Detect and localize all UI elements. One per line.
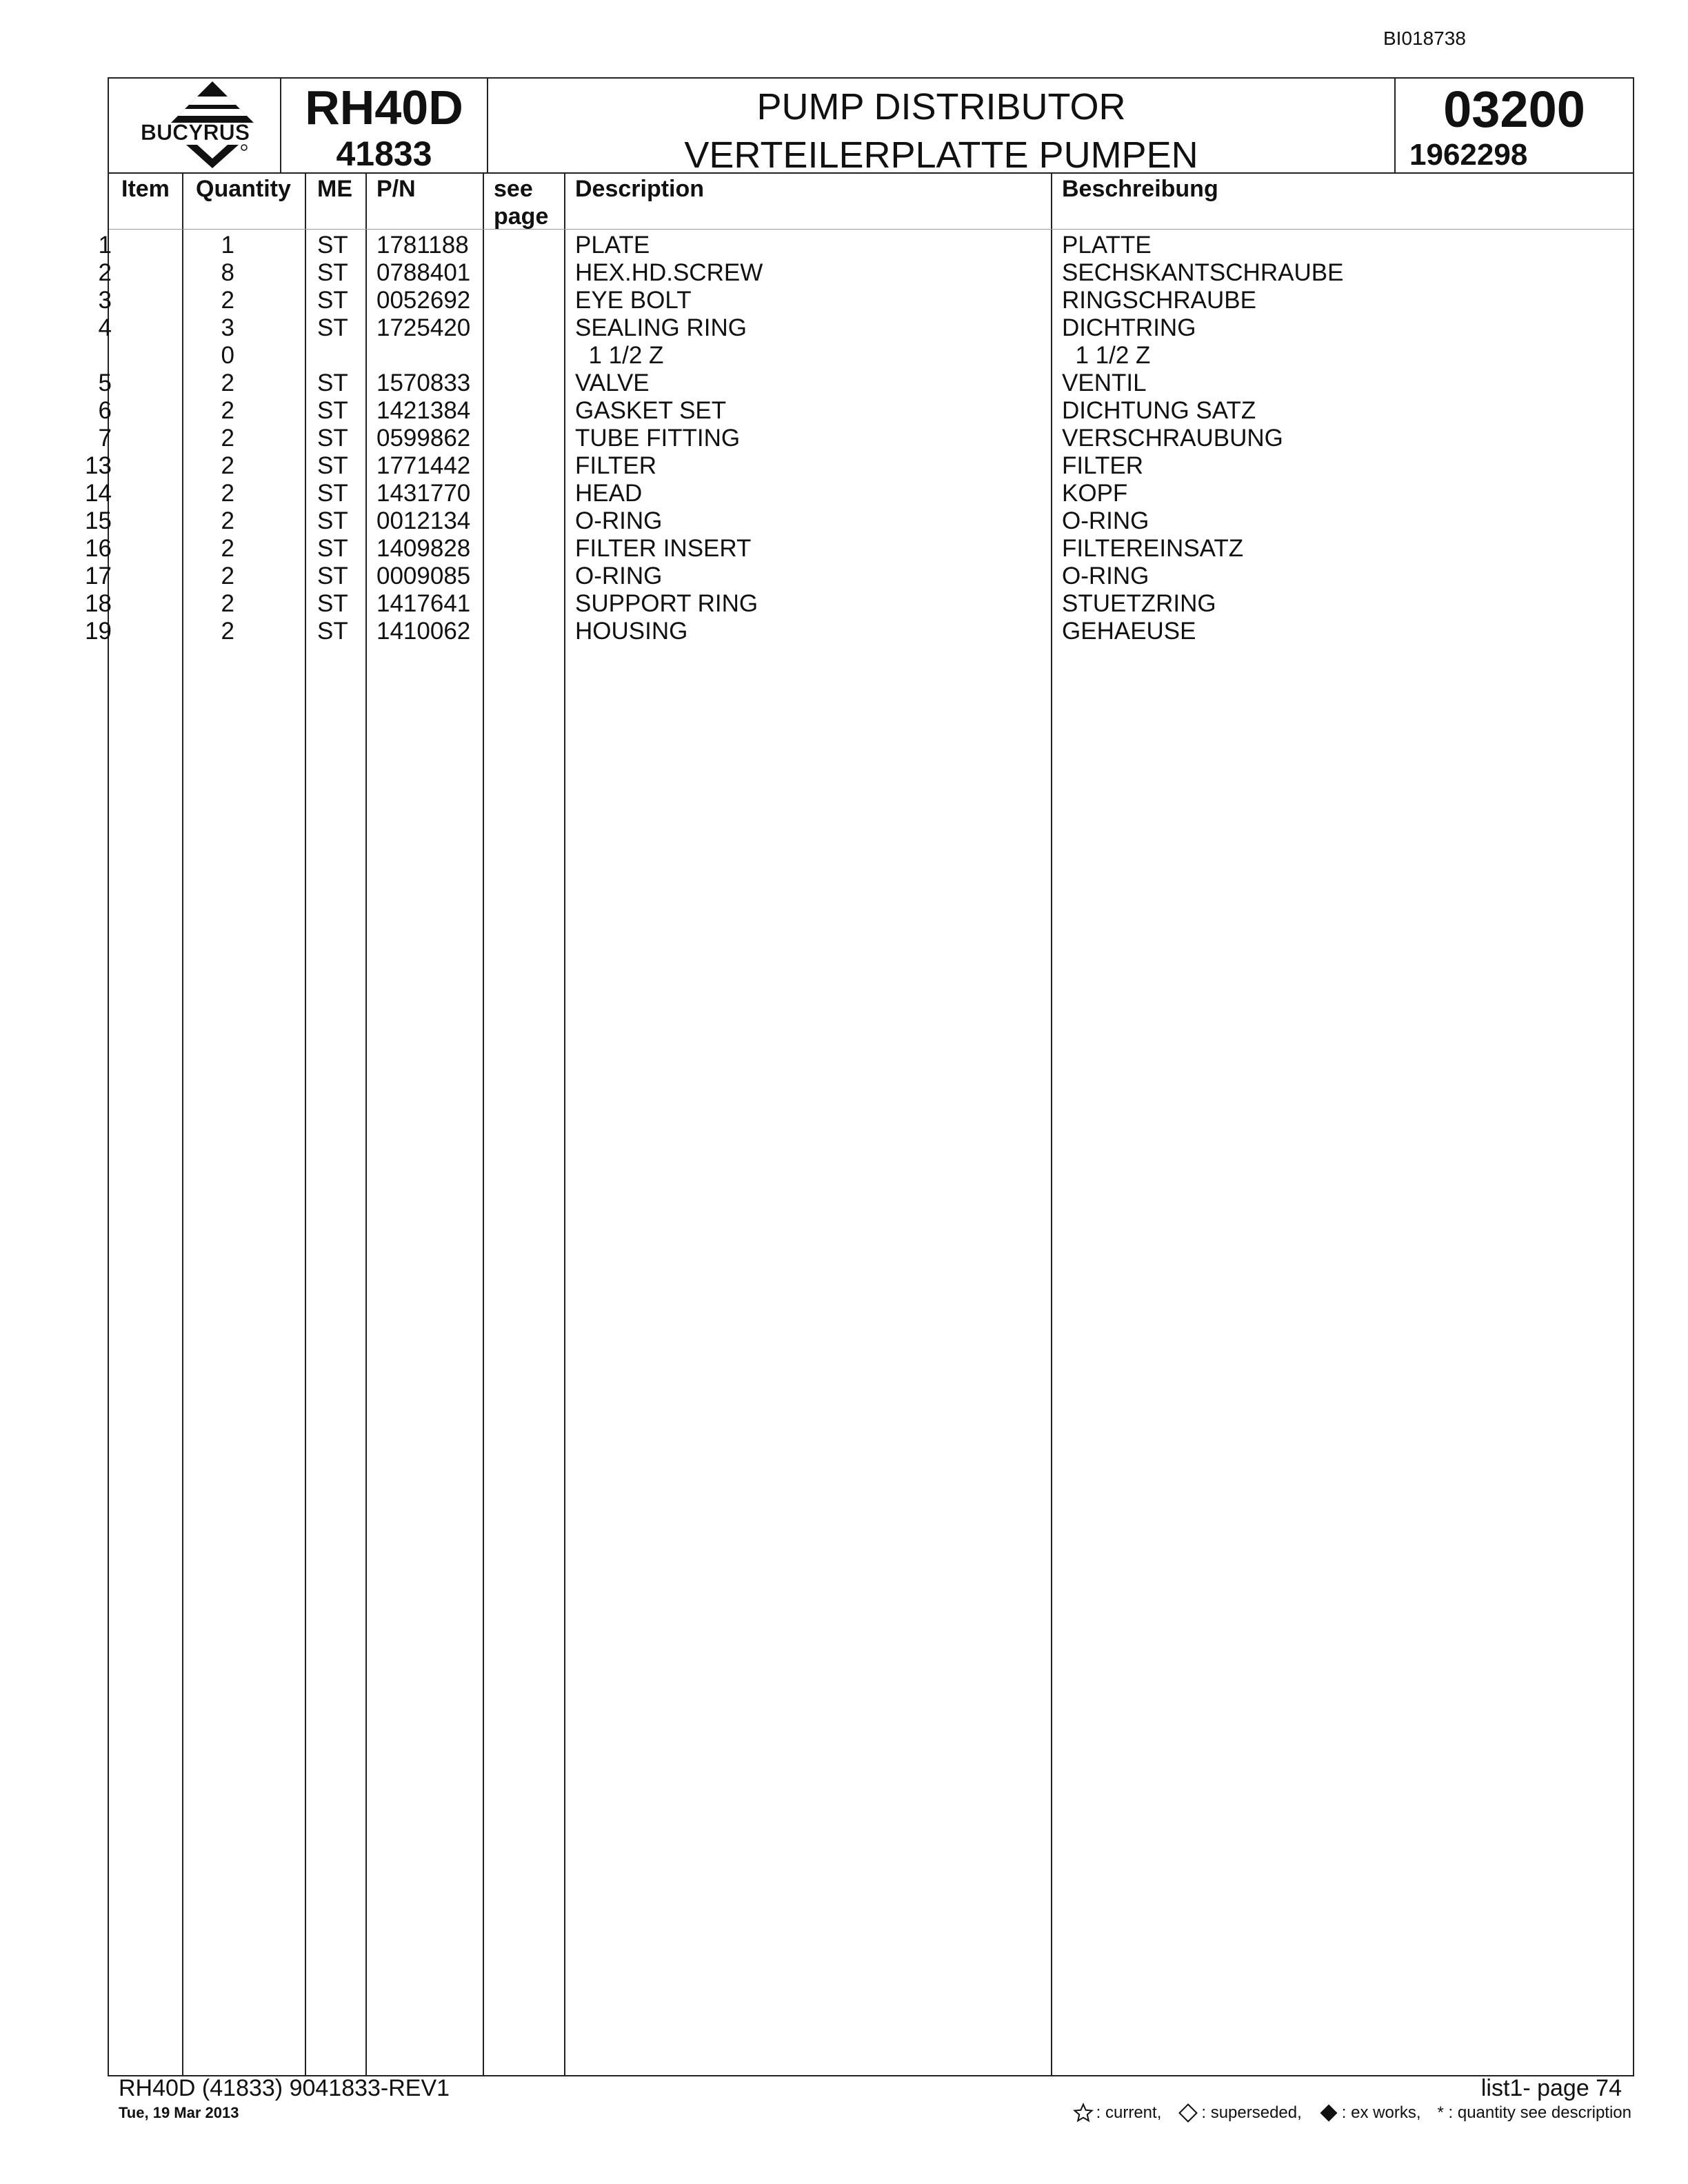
row-quantity: 2 (221, 618, 234, 645)
row-item: 5 (98, 370, 112, 396)
row-me: ST (317, 507, 348, 534)
row-beschreibung: PLATTE (1062, 232, 1152, 259)
row-item: 4 (98, 314, 112, 341)
row-beschreibung: DICHTRING (1062, 314, 1196, 341)
row-quantity: 3 (221, 314, 234, 341)
table-row (98, 397, 1633, 425)
row-me: ST (317, 452, 348, 479)
row-item: 16 (85, 535, 112, 562)
model-number: 41833 (336, 134, 432, 173)
row-quantity: 0 (221, 342, 234, 369)
row-part-number: 0012134 (376, 507, 471, 534)
row-quantity: 2 (221, 563, 234, 589)
model-cell (281, 79, 488, 172)
document-id: BI018738 (1383, 28, 1466, 49)
legend-quantity: * : quantity see description (1437, 2103, 1631, 2122)
row-part-number: 1417641 (376, 590, 471, 617)
header-me: ME (317, 176, 352, 202)
row-description: O-RING (575, 563, 663, 589)
row-part-number: 1421384 (376, 397, 471, 424)
row-quantity: 8 (221, 259, 234, 286)
table-row (85, 535, 1633, 563)
page-number: list1- page 74 (1480, 2075, 1622, 2101)
bucyrus-logo (109, 79, 281, 172)
title-english: PUMP DISTRIBUTOR (756, 86, 1126, 128)
row-beschreibung: RINGSCHRAUBE (1062, 287, 1256, 314)
title-block (108, 77, 1634, 174)
row-part-number: 1725420 (376, 314, 471, 341)
row-quantity: 2 (221, 480, 234, 507)
diamond-outline-icon (1178, 2103, 1198, 2123)
row-me: ST (317, 232, 348, 259)
header-description: Description (575, 176, 705, 202)
row-me: ST (317, 259, 348, 286)
row-quantity: 1 (221, 232, 234, 259)
row-description: HEAD (575, 480, 643, 507)
row-part-number: 0009085 (376, 563, 471, 589)
row-quantity: 2 (221, 425, 234, 452)
drawing-number: 1962298 (1409, 138, 1528, 172)
row-part-number: 1781188 (376, 232, 469, 259)
row-description: FILTER INSERT (575, 535, 752, 562)
row-me: ST (317, 535, 348, 562)
row-me: ST (317, 618, 348, 645)
row-part-number: 0788401 (376, 259, 471, 286)
row-description: GASKET SET (575, 397, 727, 424)
row-item: 2 (98, 259, 112, 286)
row-item: 18 (85, 590, 112, 617)
row-part-number: 0599862 (376, 425, 471, 452)
table-row (85, 452, 1633, 480)
row-beschreibung: O-RING (1062, 507, 1149, 534)
row-beschreibung: KOPF (1062, 480, 1128, 507)
table-row (98, 370, 1633, 397)
row-me: ST (317, 590, 348, 617)
table-row (109, 342, 1633, 370)
row-beschreibung: SECHSKANTSCHRAUBE (1062, 259, 1344, 286)
row-beschreibung: FILTEREINSATZ (1062, 535, 1244, 562)
row-item: 13 (85, 452, 112, 479)
row-part-number: 1409828 (376, 535, 471, 562)
title-german: VERTEILERPLATTE PUMPEN (684, 134, 1198, 176)
row-description: TUBE FITTING (575, 425, 741, 452)
row-beschreibung: GEHAEUSE (1062, 618, 1196, 645)
row-quantity: 2 (221, 507, 234, 534)
title-cell (488, 79, 1396, 176)
svg-text:BUCYRUS: BUCYRUS (140, 120, 250, 145)
row-description: SEALING RING (575, 314, 747, 341)
header-rule (109, 229, 1633, 230)
row-quantity: 2 (221, 287, 234, 314)
table-row (85, 590, 1633, 618)
row-quantity: 2 (221, 397, 234, 424)
document-reference: RH40D (41833) 9041833-REV1 (119, 2075, 450, 2101)
header-see-page: see page (494, 176, 549, 230)
row-item: 17 (85, 563, 112, 589)
row-me: ST (317, 287, 348, 314)
row-item: 15 (85, 507, 112, 534)
header-pn: P/N (376, 176, 416, 202)
section-code: 03200 (1443, 81, 1585, 138)
row-description: SUPPORT RING (575, 590, 758, 617)
table-row (98, 259, 1633, 287)
row-part-number: 1570833 (376, 370, 471, 396)
table-row (98, 314, 1633, 342)
star-outline-icon (1073, 2103, 1094, 2123)
row-description: PLATE (575, 232, 650, 259)
row-item: 3 (98, 287, 112, 314)
model-name: RH40D (305, 81, 463, 134)
row-description: EYE BOLT (575, 287, 692, 314)
print-date: Tue, 19 Mar 2013 (119, 2104, 239, 2121)
legend (1073, 2103, 1631, 2123)
row-part-number: 1771442 (376, 452, 471, 479)
table-row (85, 618, 1633, 645)
legend-ex-works: : ex works, (1341, 2103, 1421, 2122)
row-quantity: 2 (221, 590, 234, 617)
row-beschreibung: DICHTUNG SATZ (1062, 397, 1256, 424)
row-description: FILTER (575, 452, 656, 479)
header-quantity: Quantity (196, 176, 291, 202)
row-beschreibung: O-RING (1062, 563, 1149, 589)
parts-table (85, 172, 1634, 2076)
diamond-filled-icon (1318, 2103, 1339, 2123)
legend-superseded: : superseded, (1201, 2103, 1302, 2122)
row-beschreibung: FILTER (1062, 452, 1143, 479)
row-description: HOUSING (575, 618, 688, 645)
row-me: ST (317, 563, 348, 589)
row-description: O-RING (575, 507, 663, 534)
row-description: VALVE (575, 370, 650, 396)
row-beschreibung: 1 1/2 Z (1062, 342, 1151, 369)
row-beschreibung: VENTIL (1062, 370, 1147, 396)
row-part-number: 0052692 (376, 287, 471, 314)
row-item: 6 (98, 397, 112, 424)
row-item: 1 (98, 232, 112, 259)
row-item: 7 (98, 425, 112, 452)
table-row (85, 563, 1633, 590)
row-me: ST (317, 314, 348, 341)
row-description: 1 1/2 Z (575, 342, 664, 369)
row-part-number: 1431770 (376, 480, 471, 507)
table-row (85, 480, 1633, 507)
row-quantity: 2 (221, 370, 234, 396)
header-item: Item (121, 176, 170, 202)
legend-current: : current, (1096, 2103, 1162, 2122)
row-me: ST (317, 397, 348, 424)
table-row (85, 507, 1633, 535)
row-quantity: 2 (221, 452, 234, 479)
table-row (98, 425, 1633, 452)
table-row (98, 287, 1633, 314)
row-description: HEX.HD.SCREW (575, 259, 763, 286)
row-part-number: 1410062 (376, 618, 471, 645)
row-me: ST (317, 370, 348, 396)
row-item: 14 (85, 480, 112, 507)
row-me: ST (317, 480, 348, 507)
row-quantity: 2 (221, 535, 234, 562)
code-cell (1396, 79, 1633, 172)
logo-cell (109, 79, 281, 172)
row-me: ST (317, 425, 348, 452)
row-beschreibung: VERSCHRAUBUNG (1062, 425, 1283, 452)
row-item: 19 (85, 618, 112, 645)
header-beschreibung: Beschreibung (1062, 176, 1218, 202)
table-row (98, 232, 1633, 259)
row-beschreibung: STUETZRING (1062, 590, 1216, 617)
